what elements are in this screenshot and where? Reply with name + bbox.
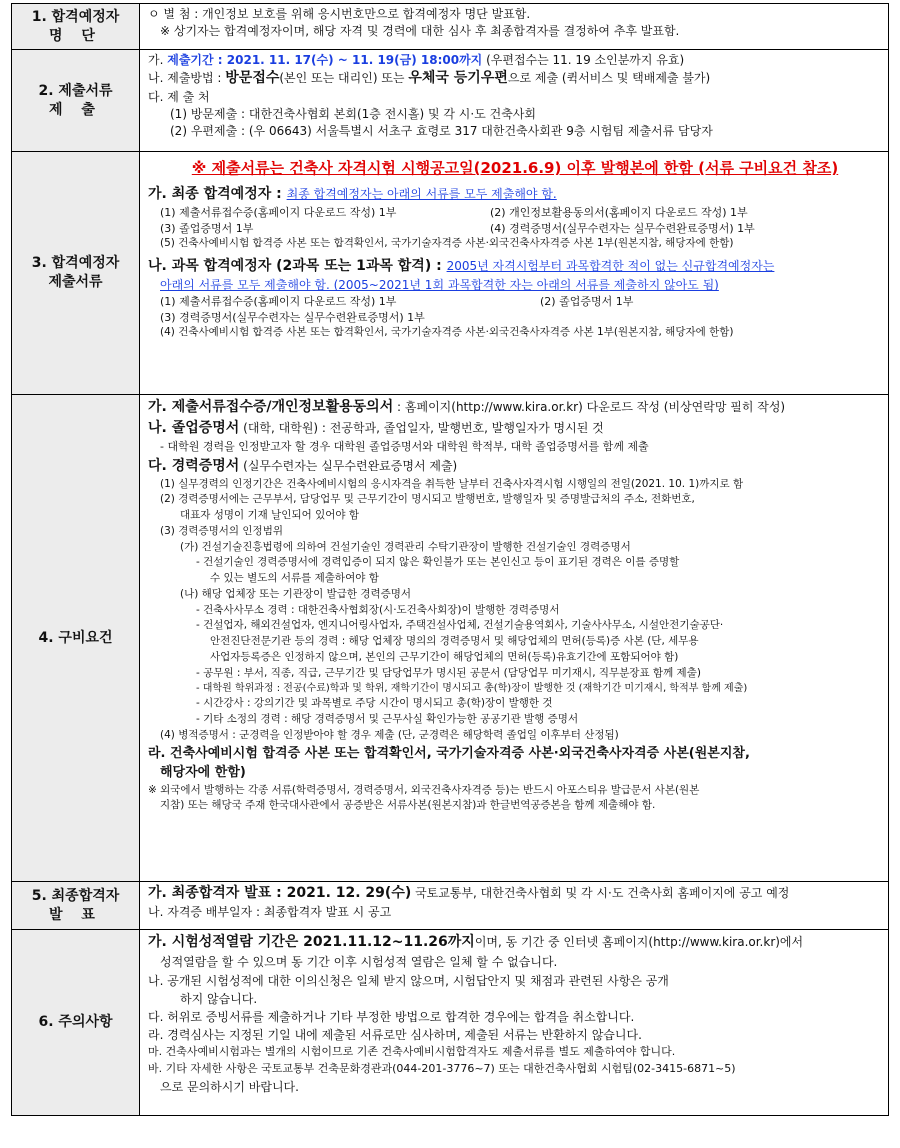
final-candidate-heading — [148, 185, 882, 205]
row-header-line: 1. 합격예정자 — [31, 8, 120, 25]
doc-pair — [148, 205, 882, 221]
text-span: 가. — [148, 53, 168, 67]
row-header-line: 4. 구비요건 — [38, 629, 113, 646]
period-dates: 2021. 11. 17(수) ~ 11. 19(금) 18:00까지 — [226, 53, 483, 67]
req-line: - 건설업자, 해외건설업자, 엔지니어링사업자, 주택건설사업체, 건설기술용역회사, 기술사사무소, 시설안전기술공단· — [196, 619, 724, 632]
doc-item: (5) 건축사예비시험 합격증 사본 또는 합격확인서, 국가기술자격증 사본·외국건축사자격증 사본 1부(원본지참, 해당자에 한함) — [160, 237, 734, 250]
req-line — [148, 456, 882, 477]
row-candidate-list — [12, 4, 889, 50]
doc-item: (2) 개인정보활용동의서(홈페이지 다운로드 작성) 1부 — [490, 206, 748, 220]
req-line: - 건설기술인 경력증명서에 경력입증이 되지 않은 확인불가 또는 본인신고 등이 표기된 경력은 이를 증명할 — [196, 556, 680, 569]
req-line: 사업자등록증은 인정하지 않으며, 본인의 근무기간이 해당업체의 면허(등록)유효기간에 포함되어야 함) — [210, 650, 679, 663]
text-line: 다. 제 출 처 — [148, 89, 210, 104]
row-header-line: 제 출 — [49, 101, 102, 118]
row-header-line: 2. 제출서류 — [38, 82, 113, 99]
section-title: 다. 경력증명서 — [148, 457, 240, 474]
req-line: - 건축사사무소 경력 : 대한건축사협회장(시·도건축사회장)이 발행한 경력증명서 — [196, 603, 560, 616]
text-span: (실무수련자는 실무수련완료증명서 제출) — [239, 458, 458, 473]
row-header — [12, 395, 140, 882]
req-line: (3) 경력증명서의 인정범위 — [160, 524, 283, 537]
section-title: 나. 졸업증명서 — [148, 420, 240, 436]
row-header-line: 발 표 — [49, 906, 102, 923]
section-title: 가. 시험성적열람 기간은 2021.11.12~11.26까지 — [148, 934, 475, 950]
text-span: (대학, 대학원) : 전공학과, 졸업일자, 발행번호, 발행일자가 명시된 것 — [239, 421, 604, 435]
submission-method — [148, 69, 882, 89]
announce-line — [148, 884, 882, 904]
req-line: 수 있는 별도의 서류를 제출하여야 함 — [210, 572, 379, 584]
req-line: 대표자 성명이 기재 날인되어 있어야 함 — [180, 509, 359, 521]
row-content — [140, 930, 889, 1116]
subject-candidate-heading — [148, 257, 882, 277]
req-line: (가) 건설기술진흥법령에 의하여 건설기술인 경력관리 수탁기관장이 발행한 건설기술인 경력증명서 — [180, 540, 631, 553]
doc-item: (4) 경력증명서(실무수련자는 실무수련완료증명서) 1부 — [490, 221, 755, 235]
row-content — [140, 4, 889, 50]
row-header — [12, 50, 140, 152]
method-visit: 방문접수 — [225, 70, 280, 87]
req-line: ※ 외국에서 발행하는 각종 서류(학력증명서, 경력증명서, 외국건축사자격증 등)는 반드시 아포스티유 발급문서 사본(원본 — [148, 783, 700, 796]
section-title: 라. 건축사예비시험 합격증 사본 또는 합격확인서, 국가기술자격증 사본·외국건축사자격증 사본(원본지참, — [148, 745, 750, 761]
caution-line: 성적열람을 할 수 있으며 동 기간 이후 시험성적 열람은 일체 할 수 없습니다. — [160, 955, 558, 970]
row-content — [140, 152, 889, 395]
doc-item: (2) 졸업증명서 1부 — [540, 295, 634, 309]
req-line: (1) 실무경력의 인정기간은 건축사예비시험의 응시자격을 취득한 날부터 건축사자격시험 시행일의 전일(2021. 10. 1)까지로 함 — [160, 477, 744, 490]
section-title: 가. 최종합격자 발표 : 2021. 12. 29(수) — [148, 885, 412, 901]
req-line: 지참) 또는 해당국 주재 한국대사관에서 공증받은 서류사본(원본지참)과 한글번역공증본을 함께 제출해야 함. — [160, 799, 656, 812]
doc-item: (3) 경력증명서(실무수련자는 실무수련완료증명서) 1부 — [160, 310, 425, 324]
row-header — [12, 882, 140, 930]
announce-line: 나. 자격증 배부일자 : 최종합격자 발표 시 공고 — [148, 904, 392, 919]
req-line: - 공무원 : 부서, 직종, 직급, 근무기간 및 담당업무가 명시된 공문서 (담당업무 미기재시, 직무분장표 함께 제출) — [196, 666, 701, 679]
period-note: (우편접수는 11. 19 소인분까지 유효) — [482, 53, 685, 67]
row-header — [12, 152, 140, 395]
req-line — [148, 418, 882, 439]
doc-pair — [148, 221, 882, 237]
caution-line: 라. 경력심사는 지정된 기일 내에 제출된 서류로만 심사하며, 제출된 서류는 반환하지 않습니다. — [148, 1028, 642, 1043]
doc-item: (3) 졸업증명서 1부 — [160, 221, 254, 235]
row-final-announcement — [12, 882, 889, 930]
period-label: 제출기간 : — [167, 53, 227, 67]
row-header-line: 5. 최종합격자 — [31, 887, 120, 904]
req-line: - 시간강사 : 강의기간 및 과목별로 주당 시간이 명시되고 총(학)장이 발행한 것 — [196, 697, 553, 710]
text-line: ㅇ 별 첨 : 개인정보 보호를 위해 응시번호만으로 합격예정자 명단 발표함. — [148, 7, 531, 21]
row-content — [140, 395, 889, 882]
section-title: 가. 제출서류접수증/개인정보활용동의서 — [148, 399, 394, 415]
row-precautions — [12, 930, 889, 1116]
row-requirements — [12, 395, 889, 882]
text-span: 나. 제출방법 : — [148, 71, 226, 86]
doc-item: (1) 제출서류접수증(홈페이지 다운로드 작성) 1부 — [160, 206, 397, 220]
section-note: 아래의 서류를 모두 제출해야 함. (2005~2021년 1회 과목합격한 자는 아래의 서류를 제출하지 않아도 됨) — [160, 278, 719, 293]
submission-period — [148, 52, 882, 69]
caution-line: 으로 문의하시기 바랍니다. — [160, 1079, 299, 1094]
section-title: 해당자에 한함) — [160, 765, 246, 780]
row-header-line: 제출서류 — [48, 274, 103, 290]
caution-line: 나. 공개된 시험성적에 대한 이의신청은 일체 받지 않으며, 시험답안지 및 채점과 관련된 사항은 공개 — [148, 973, 669, 988]
section-note: 2005년 자격시험부터 과목합격한 적이 없는 신규합격예정자는 — [446, 259, 775, 274]
req-line: - 기타 소정의 경력 : 해당 경력증명서 및 근무사실 확인가능한 공공기관 발행 증명서 — [196, 713, 579, 725]
method-post: 우체국 등기우편 — [408, 70, 508, 87]
row-header — [12, 930, 140, 1116]
text-span: : 홈페이지(http://www.kira.or.kr) 다운로드 작성 (비상연락망 필히 작성) — [393, 400, 786, 414]
req-line: 안전진단전문기관 등의 경력 : 해당 업체장 명의의 경력증명서 및 해당업체의 면허(등록)증 사본 (단, 세무용 — [210, 635, 699, 647]
req-line: - 대학원 경력을 인정받고자 할 경우 대학원 졸업증명서와 대학원 학적부, 대학 졸업증명서를 함께 제출 — [160, 440, 649, 453]
text-span: 국토교통부, 대한건축사협회 및 각 시·도 건축사회 홈페이지에 공고 예정 — [411, 886, 790, 900]
red-notice: ※ 제출서류는 건축사 자격시험 시행공고일(2021.6.9) 이후 발행본에 한함 (서류 구비요건 참조) — [191, 159, 839, 177]
caution-line: 바. 기타 자세한 사항은 국토교통부 건축문화경관과(044-201-3776~7) 또는 대한건축사협회 시험팀(02-3415-6871~5) — [148, 1062, 736, 1076]
section-note: 최종 합격예정자는 아래의 서류를 모두 제출해야 함. — [286, 187, 557, 202]
doc-item: (4) 건축사예비시험 합격증 사본 또는 합격확인서, 국가기술자격증 사본·외국건축사자격증 사본 1부(원본지참, 해당자에 한함) — [160, 326, 734, 339]
section-title: 가. 최종 합격예정자 : — [148, 186, 287, 203]
caution-line: 마. 건축사예비시험과는 별개의 시험이므로 기존 건축사예비시험합격자도 제출서류를 별도 제출하여야 합니다. — [148, 1045, 676, 1059]
text-span: (본인 또는 대리인) 또는 — [279, 71, 409, 86]
row-header-line: 명 단 — [49, 27, 102, 44]
exam-notice-table — [11, 3, 889, 1116]
text-span: 으로 제출 (퀵서비스 및 택배제출 불가) — [507, 71, 711, 86]
caution-line: 다. 허위로 증빙서류를 제출하거나 기타 부정한 방법으로 합격한 경우에는 합격을 취소합니다. — [148, 1009, 635, 1024]
row-content — [140, 50, 889, 152]
row-header-line: 3. 합격예정자 — [31, 255, 120, 272]
req-line: (나) 해당 업체장 또는 기관장이 발급한 경력증명서 — [180, 587, 412, 600]
text-line: (1) 방문제출 : 대한건축사협회 본회(1층 전시홀) 및 각 시·도 건축사회 — [170, 106, 536, 121]
req-line: (4) 병적증명서 : 군경력을 인정받아야 할 경우 제출 (단, 군경력은 해당학력 졸업일 이후부터 산정됨) — [160, 728, 619, 741]
section-title: 나. 과목 합격예정자 (2과목 또는 1과목 합격) : — [148, 258, 447, 275]
req-line — [148, 397, 882, 418]
text-span: 이며, 동 기간 중 인터넷 홈페이지(http://www.kira.or.kr)에서 — [474, 935, 804, 949]
text-line: (2) 우편제출 : (우 06643) 서울특별시 서초구 효령로 317 대한건축사회관 9층 시험팀 제출서류 담당자 — [170, 123, 713, 138]
text-line: ※ 상기자는 합격예정자이며, 해당 자격 및 경력에 대한 심사 후 최종합격자를 결정하여 추후 발표함. — [160, 24, 680, 39]
req-line: (2) 경력증명서에는 근무부서, 담당업무 및 근무기간이 명시되고 발행번호, 발행일자 및 증명발급처의 주소, 전화번호, — [160, 493, 695, 506]
row-required-documents — [12, 152, 889, 395]
doc-pair — [148, 294, 882, 310]
row-submission — [12, 50, 889, 152]
doc-item: (1) 제출서류접수증(홈페이지 다운로드 작성) 1부 — [160, 295, 397, 309]
caution-line — [148, 932, 882, 953]
row-header-line: 6. 주의사항 — [38, 1014, 113, 1031]
row-content — [140, 882, 889, 930]
req-line: - 대학원 학위과정 : 전공(수료)학과 및 학위, 재학기간이 명시되고 총(학)장이 발행한 것 (재학기간 미기재시, 학적부 함께 제출) — [196, 683, 748, 695]
caution-line: 하지 않습니다. — [180, 991, 258, 1006]
row-header — [12, 4, 140, 50]
